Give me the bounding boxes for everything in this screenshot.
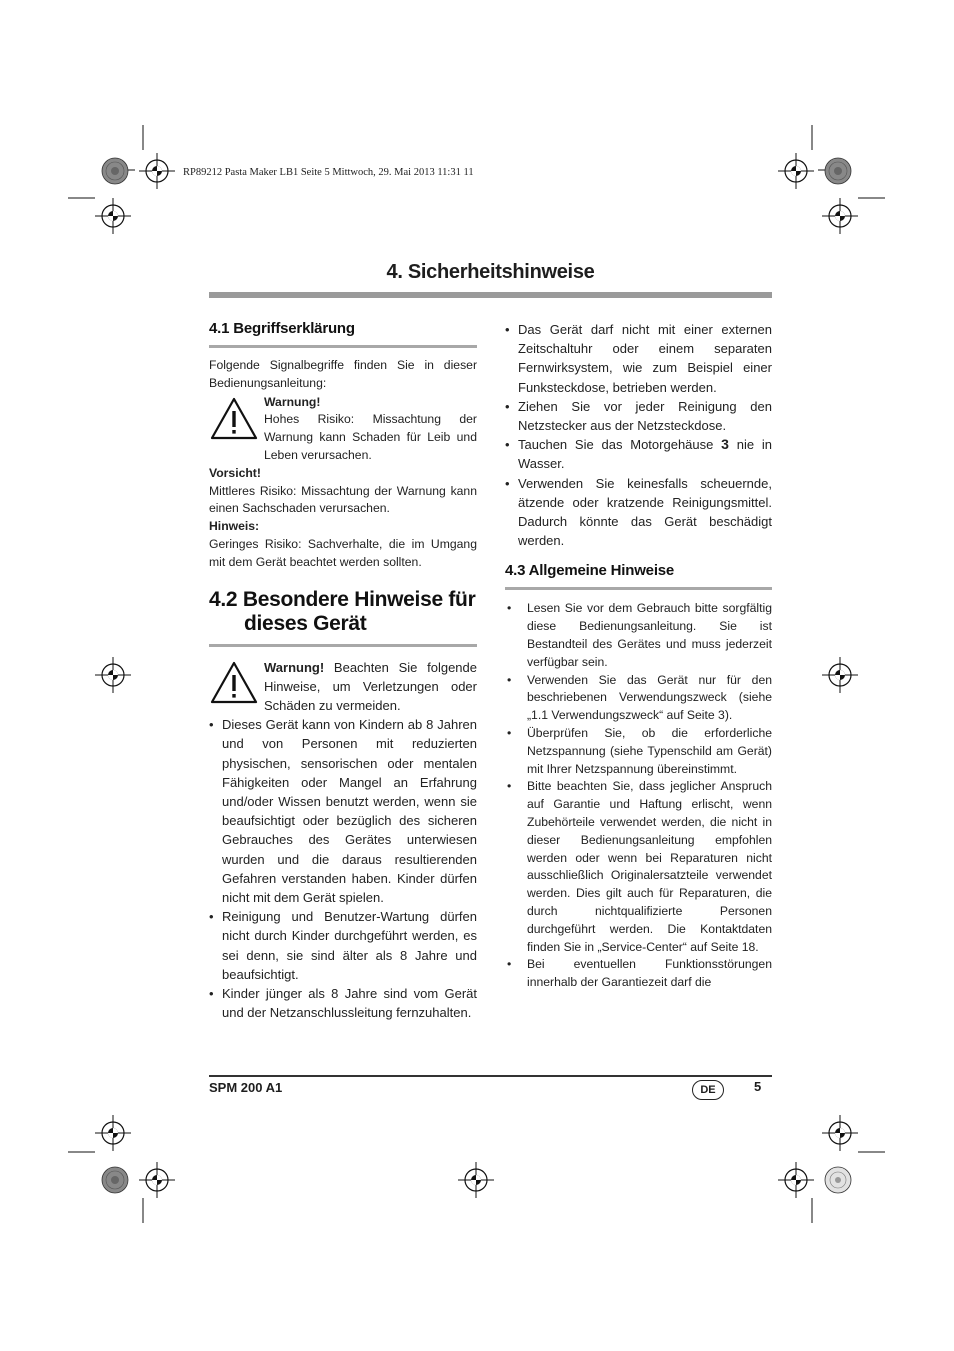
motor-bullet-text-before: Tauchen Sie das Motorgehäuse (518, 437, 722, 453)
right-column (505, 320, 772, 992)
list-item: • Verwenden Sie das Gerät nur für den beschriebenen Verwendungszweck (siehe „1.1 Verwendungszweck“ auf Seite 3). (505, 672, 772, 725)
part-reference-number: 3 (721, 436, 729, 453)
warning-box (209, 658, 477, 716)
caution-text: Mittleres Risiko: Missachtung der Warnung kann einen Sachschaden verursachen. (209, 483, 477, 516)
list-item: • Reinigung und Benutzer-Wartung dürfen nicht durch Kinder durchgeführt werden, es sei denn, sie sind älter als 8 Jahre und beaufsichtigt. (209, 907, 477, 984)
page-title: 4. Sicherheitshinweise (386, 261, 595, 283)
section-4-1-intro: Folgende Signalbegriffe finden Sie in dieser Bedienungsanleitung: (209, 358, 477, 390)
list-item: • Ziehen Sie vor jeder Reinigung den Netzstecker aus der Netzsteckdose. (505, 397, 772, 435)
list-item: • Lesen Sie vor dem Gebrauch bitte sorgfältig diese Bedienungsanleitung. Sie ist Bestandteil des Gerätes und muss jederzeit verfügbar sein. (505, 600, 772, 671)
list-item: • Kinder jünger als 8 Jahre sind vom Gerät und der Netzanschlussleitung fernzuhalten. (209, 984, 477, 1022)
motor-bullet-text-after: nie in Wasser. (518, 437, 772, 472)
note-label: Hinweis: (209, 519, 260, 534)
note-text: Geringes Risiko: Sachverhalte, die im Umgang mit dem Gerät beachtet werden sollten. (209, 536, 477, 569)
section-4-2-heading-line2: dieses Gerät (244, 611, 367, 635)
language-badge: DE (692, 1080, 724, 1100)
warning-label: Warnung! (264, 394, 321, 409)
list-item: • Bitte beachten Sie, dass jeglicher Anspruch auf Garantie und Haftung erlischt, wenn Zubehörteile verwendet werden, die nicht in dieser Bedienungsanleitung empfohlen werden oder wenn bei Reparaturen nicht ausschließlich Originalersatzteile verwendet werden. Dies gilt auch für Reparaturen, die durch nichtqualifizierte Personen durchgeführt werden. Die Kontaktdaten finden Sie in „Service-Center“ auf Seite 18. (505, 778, 772, 956)
footer-rule (209, 1075, 772, 1077)
list-item (505, 435, 772, 473)
section-4-1-heading: 4.1 Begriffserklärung (209, 320, 355, 337)
section-rule (505, 587, 772, 590)
warning-triangle-icon (210, 660, 258, 704)
caution-label: Vorsicht! (209, 465, 261, 480)
section-rule (209, 345, 477, 348)
section-rule (209, 644, 477, 647)
warning-label: Warnung! (264, 659, 325, 675)
warning-definition (209, 394, 477, 465)
title-rule (209, 292, 772, 298)
warning-text: Beachten Sie folgende Hinweise, um Verletzungen oder Schäden zu vermeiden. (264, 659, 477, 713)
print-slug-line: RP89212 Pasta Maker LB1 Seite 5 Mittwoch, 29. Mai 2013 11:31 11 (183, 167, 474, 178)
list-item: • Verwenden Sie keinesfalls scheuernde, ätzende oder kratzende Reinigungsmittel. Dadurch könnte das Gerät beschädigt werden. (505, 474, 772, 551)
list-item: • Bei eventuellen Funktionsstörungen innerhalb der Garantiezeit darf die (505, 956, 772, 992)
list-item: • Dieses Gerät kann von Kindern ab 8 Jahren und von Personen mit reduzierten physischen, sensorischen oder mentalen Fähigkeiten oder Mangel an Erfahrung und/oder Wissen benutzt werden, wenn sie beaufsichtigt oder bezüglich des sicheren Gebrauches des Gerätes unterwiesen wurden und die daraus resultierenden Gefahren verstanden haben. Kinder dürfen nicht mit dem Gerät spielen. (209, 715, 477, 907)
warning-triangle-icon (210, 396, 258, 440)
section-4-2-heading-line1: 4.2 Besondere Hinweise für (209, 587, 476, 611)
warning-text: Hohes Risiko: Missachtung der Warnung kann Schaden für Leib und Leben verursachen. (264, 412, 477, 462)
list-item: • Überprüfen Sie, ob die erforderliche Netzspannung (siehe Typenschild am Gerät) mit Ihrer Netzspannung übereinstimmt. (505, 725, 772, 778)
page-number: 5 (754, 1079, 762, 1094)
model-number: SPM 200 A1 (209, 1080, 283, 1095)
section-4-2-heading (209, 588, 477, 636)
section-4-3-heading: 4.3 Allgemeine Hinweise (505, 562, 675, 580)
warning-paragraph (264, 658, 477, 716)
left-column (209, 318, 477, 1022)
list-item: • Das Gerät darf nicht mit einer externen Zeitschaltuhr oder einem separaten Fernwirksystem, wie zum Beispiel einer Funksteckdose, betrieben werden. (505, 320, 772, 397)
